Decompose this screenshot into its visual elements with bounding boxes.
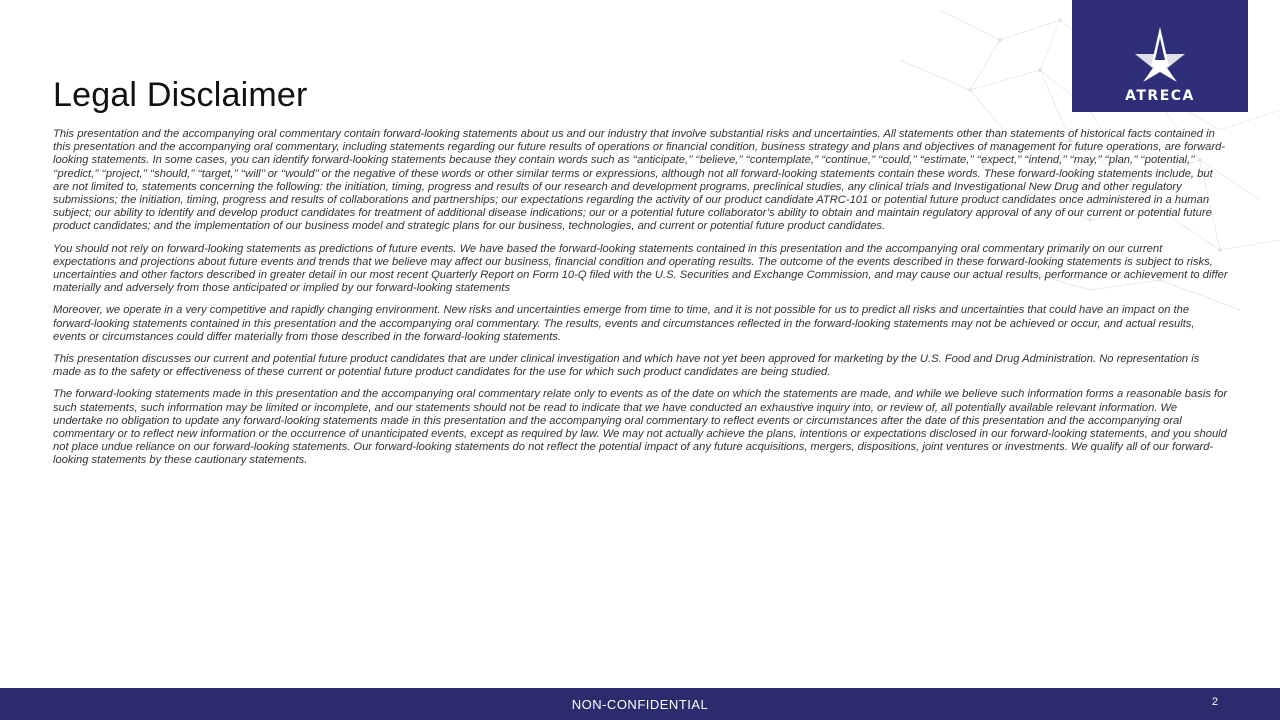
page-title: Legal Disclaimer xyxy=(53,76,308,114)
disclaimer-paragraph: This presentation and the accompanying oral commentary contain forward-looking statements about us and our industry that involve substantial risks and uncertainties. All statements other than statements of historical facts contained in this presentation and the accompanying oral commentary, including statements regarding our future results of operations or financial condition, business strategy and plans and objectives of management for future operations, are forward-looking statements. In some cases, you can identify forward-looking statements because they contain words such as ‘‘anticipate,’’ ‘‘believe,’’ ‘‘contemplate,’’ ‘‘continue,’’ ‘‘could,’’ ‘‘estimate,’’ ‘‘expect,’’ ‘‘intend,’’ ‘‘may,’’ ‘‘plan,’’ ‘‘potential,’’ ‘‘predict,’’ ‘‘project,’’ ‘‘should,’’ ‘‘target,’’ ‘‘will’’ or ‘‘would’’ or the negative of these words or other similar terms or expressions, although not all forward-looking statements contain these words. These forward-looking statements include, but are not limited to, statements concerning the following: the initiation, timing, progress and results of our research and development programs, preclinical studies, any clinical trials and Investigational New Drug and other regulatory submissions; the initiation, timing, progress and results of collaborations and partnerships; our expectations regarding the activity of our product candidate ATRC-101 or potential future product candidates once administered in a human subject; our ability to identify and develop product candidates for treatment of additional disease indications; our or a potential future collaborator’s ability to obtain and maintain regulatory approval of any of our current or potential future product candidates; and the implementation of our business model and strategic plans for our business, technologies, and current or potential future product candidates. xyxy=(53,128,1226,233)
atreca-logo xyxy=(1072,0,1248,112)
disclaimer-paragraph: This presentation discusses our current and potential future product candidates that are under clinical investigation and which have not yet been approved for marketing by the U.S. Food and Drug Administration. No representation is made as to the safety or effectiveness of these current or potential future product candidates for the use for which such product candidates are being studied. xyxy=(53,353,1200,379)
disclaimer-paragraph: You should not rely on forward-looking statements as predictions of future events. We have based the forward-looking statements contained in this presentation and the accompanying oral commentary primarily on our current expectations and projections about future events and trends that we believe may affect our business, financial condition and operating results. The outcome of the events described in these forward-looking statements is subject to risks, uncertainties and other factors described in greater detail in our most recent Quarterly Report on Form 10-Q filed with the U.S. Securities and Exchange Commission, and may cause our actual results, performance or achievement to differ materially and adversely from those anticipated or implied by our forward-looking statements xyxy=(53,242,1228,295)
atreca-star-icon xyxy=(1129,24,1191,86)
footer-bar xyxy=(0,688,1280,720)
page-number: 2 xyxy=(1211,696,1218,708)
logo-wordmark: ATRECA xyxy=(1125,88,1195,104)
disclaimer-paragraph: Moreover, we operate in a very competitive and rapidly changing environment. New risks and uncertainties emerge from time to time, and it is not possible for us to predict all risks and uncertainties that could have an impact on the forward-looking statements contained in this presentation and the accompanying oral commentary. The results, events and circumstances reflected in the forward-looking statements may not be achieved or occur, and actual results, events or circumstances could differ materially from those described in the forward-looking statements. xyxy=(53,304,1195,343)
disclaimer-paragraph: The forward-looking statements made in this presentation and the accompanying oral commentary relate only to events as of the date on which the statements are made, and while we believe such information forms a reasonable basis for such statements, such information may be limited or incomplete, and our statements should not be read to indicate that we have conducted an exhaustive inquiry into, or review of, all potentially available relevant information. We undertake no obligation to update any forward-looking statements made in this presentation and the accompanying oral commentary to reflect events or circumstances after the date of this presentation and the accompanying oral commentary or to reflect new information or the occurrence of unanticipated events, except as required by law. We may not actually achieve the plans, intentions or expectations disclosed in our forward-looking statements, and you should not place undue reliance on our forward-looking statements. Our forward-looking statements do not reflect the potential impact of any future acquisitions, mergers, dispositions, joint ventures or investments. We qualify all of our forward-looking statements by these cautionary statements. xyxy=(53,388,1228,467)
disclaimer-body xyxy=(53,128,1228,477)
confidentiality-label: NON-CONFIDENTIAL xyxy=(571,697,709,712)
